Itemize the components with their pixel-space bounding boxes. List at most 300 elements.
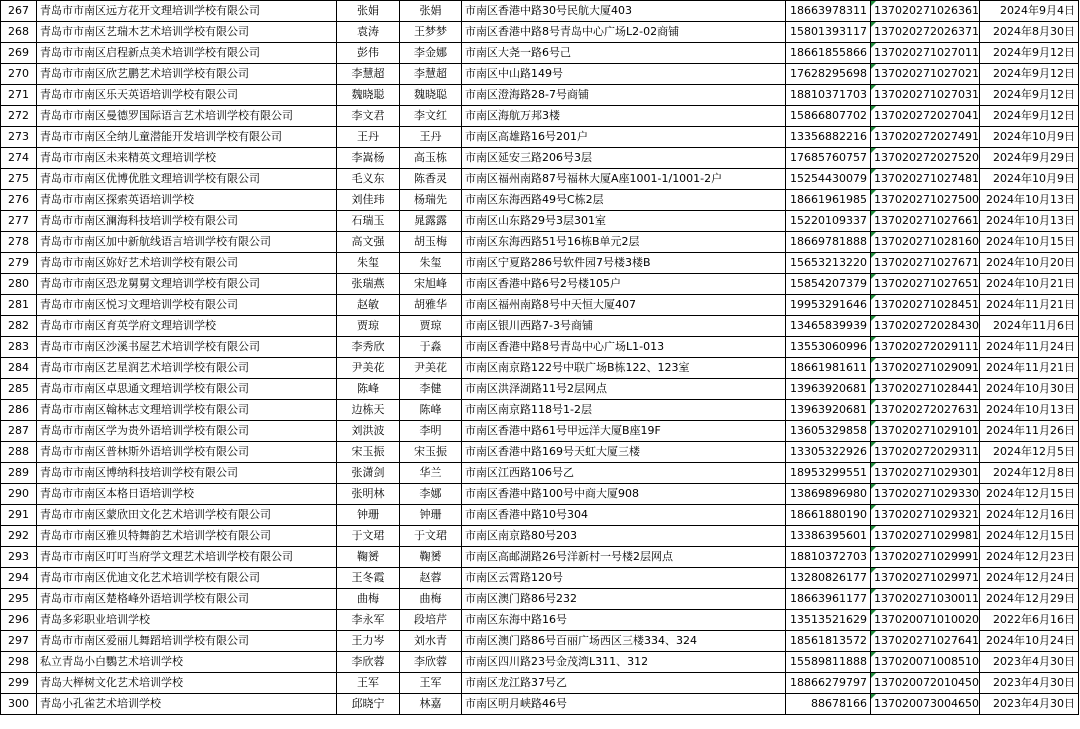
permit-code-cell: 137020071008510 <box>871 652 980 673</box>
principal-cell: 胡玉梅 <box>400 232 462 253</box>
phone-cell: 15653213220 <box>786 253 871 274</box>
phone-cell: 19953291646 <box>786 295 871 316</box>
issue-date-cell: 2023年4月30日 <box>980 694 1079 715</box>
address-cell: 市南区香港中路10号304 <box>462 505 786 526</box>
table-row <box>1 610 1079 631</box>
row-number-cell: 293 <box>1 547 37 568</box>
principal-cell: 钟珊 <box>400 505 462 526</box>
issue-date-cell: 2024年11月6日 <box>980 316 1079 337</box>
issue-date-cell: 2024年10月20日 <box>980 253 1079 274</box>
issue-date-cell: 2024年12月23日 <box>980 547 1079 568</box>
address-cell: 市南区山东路29号3层301室 <box>462 211 786 232</box>
school-name-cell: 青岛市市南区雅贝特舞韵艺术培训学校有限公司 <box>37 526 337 547</box>
table-row <box>1 232 1079 253</box>
address-cell: 市南区东海西路51号16栋B单元2层 <box>462 232 786 253</box>
issue-date-cell: 2024年10月13日 <box>980 190 1079 211</box>
table-row <box>1 547 1079 568</box>
issue-date-cell: 2024年11月26日 <box>980 421 1079 442</box>
principal-cell: 杨瑞先 <box>400 190 462 211</box>
school-name-cell: 青岛市市南区启程新点美术培训学校有限公司 <box>37 43 337 64</box>
table-row <box>1 694 1079 715</box>
permit-code-cell: 137020271029321 <box>871 505 980 526</box>
school-name-cell: 青岛市市南区妳好艺术培训学校有限公司 <box>37 253 337 274</box>
phone-cell: 18661981611 <box>786 358 871 379</box>
permit-code-cell: 137020271029981 <box>871 526 980 547</box>
school-name-cell: 青岛市市南区加中新航线语言培训学校有限公司 <box>37 232 337 253</box>
legal-representative-cell: 曲梅 <box>337 589 400 610</box>
school-name-cell: 青岛市市南区蒙欣田文化艺术培训学校有限公司 <box>37 505 337 526</box>
legal-representative-cell: 赵敏 <box>337 295 400 316</box>
table-row <box>1 85 1079 106</box>
permit-code-cell: 137020271029301 <box>871 463 980 484</box>
permit-code-cell: 137020271029991 <box>871 547 980 568</box>
address-cell: 市南区香港中路169号天虹大厦三楼 <box>462 442 786 463</box>
address-cell: 市南区延安三路206号3层 <box>462 148 786 169</box>
issue-date-cell: 2024年9月29日 <box>980 148 1079 169</box>
school-name-cell: 青岛市市南区探索英语培训学校 <box>37 190 337 211</box>
issue-date-cell: 2024年9月12日 <box>980 106 1079 127</box>
row-number-cell: 291 <box>1 505 37 526</box>
table-row <box>1 127 1079 148</box>
address-cell: 市南区香港中路100号中商大厦908 <box>462 484 786 505</box>
legal-representative-cell: 张娟 <box>337 1 400 22</box>
school-name-cell: 青岛市市南区优博优胜文理培训学校有限公司 <box>37 169 337 190</box>
school-name-cell: 青岛市市南区楚格峰外语培训学校有限公司 <box>37 589 337 610</box>
legal-representative-cell: 李慧超 <box>337 64 400 85</box>
principal-cell: 李欣蓉 <box>400 652 462 673</box>
row-number-cell: 299 <box>1 673 37 694</box>
school-name-cell: 青岛市市南区叮叮当府学文理艺术培训学校有限公司 <box>37 547 337 568</box>
permit-code-cell: 137020271029971 <box>871 568 980 589</box>
legal-representative-cell: 贾琼 <box>337 316 400 337</box>
phone-cell: 13605329858 <box>786 421 871 442</box>
legal-representative-cell: 陈峰 <box>337 379 400 400</box>
principal-cell: 王军 <box>400 673 462 694</box>
table-row <box>1 400 1079 421</box>
table-row <box>1 64 1079 85</box>
issue-date-cell: 2024年10月30日 <box>980 379 1079 400</box>
legal-representative-cell: 毛义东 <box>337 169 400 190</box>
phone-cell: 15589811888 <box>786 652 871 673</box>
issue-date-cell: 2024年8月30日 <box>980 22 1079 43</box>
phone-cell: 18866279797 <box>786 673 871 694</box>
phone-cell: 13280826177 <box>786 568 871 589</box>
address-cell: 市南区高雄路16号201户 <box>462 127 786 148</box>
address-cell: 市南区云霄路120号 <box>462 568 786 589</box>
legal-representative-cell: 刘佳玮 <box>337 190 400 211</box>
legal-representative-cell: 袁涛 <box>337 22 400 43</box>
school-name-cell: 青岛市市南区优迪文化艺术培训学校有限公司 <box>37 568 337 589</box>
principal-cell: 宋旭峰 <box>400 274 462 295</box>
issue-date-cell: 2024年12月24日 <box>980 568 1079 589</box>
permit-code-cell: 137020272027631 <box>871 400 980 421</box>
legal-representative-cell: 王力岑 <box>337 631 400 652</box>
row-number-cell: 272 <box>1 106 37 127</box>
phone-cell: 18661961985 <box>786 190 871 211</box>
row-number-cell: 298 <box>1 652 37 673</box>
principal-cell: 于淼 <box>400 337 462 358</box>
table-row <box>1 190 1079 211</box>
address-cell: 市南区龙江路37号乙 <box>462 673 786 694</box>
row-number-cell: 288 <box>1 442 37 463</box>
legal-representative-cell: 朱玺 <box>337 253 400 274</box>
permit-code-cell: 137020072010450 <box>871 673 980 694</box>
legal-representative-cell: 张明林 <box>337 484 400 505</box>
legal-representative-cell: 于文珺 <box>337 526 400 547</box>
issue-date-cell: 2022年6月16日 <box>980 610 1079 631</box>
table-row <box>1 379 1079 400</box>
school-name-cell: 青岛市市南区远方花开文理培训学校有限公司 <box>37 1 337 22</box>
address-cell: 市南区香港中路30号民航大厦403 <box>462 1 786 22</box>
address-cell: 市南区福州南路87号福林大厦A座1001-1/1001-2户 <box>462 169 786 190</box>
phone-cell: 18810371703 <box>786 85 871 106</box>
permit-code-cell: 137020271027671 <box>871 253 980 274</box>
address-cell: 市南区东海中路16号 <box>462 610 786 631</box>
issue-date-cell: 2023年4月30日 <box>980 673 1079 694</box>
address-cell: 市南区高邮湖路26号洋新村一号楼2层网点 <box>462 547 786 568</box>
principal-cell: 李明 <box>400 421 462 442</box>
phone-cell: 18661880190 <box>786 505 871 526</box>
table-row <box>1 316 1079 337</box>
address-cell: 市南区澳门路86号232 <box>462 589 786 610</box>
school-name-cell: 青岛市市南区曼德罗国际语言艺术培训学校有限公司 <box>37 106 337 127</box>
permit-code-cell: 137020271027031 <box>871 85 980 106</box>
issue-date-cell: 2024年12月5日 <box>980 442 1079 463</box>
legal-representative-cell: 鞠赟 <box>337 547 400 568</box>
row-number-cell: 273 <box>1 127 37 148</box>
permit-code-cell: 137020271027481 <box>871 169 980 190</box>
school-name-cell: 私立青岛小白鸚艺术培训学校 <box>37 652 337 673</box>
school-name-cell: 青岛市市南区普林斯外语培训学校有限公司 <box>37 442 337 463</box>
phone-cell: 13356882216 <box>786 127 871 148</box>
table-row <box>1 358 1079 379</box>
issue-date-cell: 2024年11月24日 <box>980 337 1079 358</box>
school-name-cell: 青岛市市南区恐龙舅舅文理培训学校有限公司 <box>37 274 337 295</box>
permit-code-cell: 137020271027011 <box>871 43 980 64</box>
table-row <box>1 589 1079 610</box>
address-cell: 市南区香港中路61号甲远洋大厦B座19F <box>462 421 786 442</box>
table-row <box>1 211 1079 232</box>
issue-date-cell: 2024年12月16日 <box>980 505 1079 526</box>
permit-code-cell: 137020271027500 <box>871 190 980 211</box>
row-number-cell: 278 <box>1 232 37 253</box>
legal-representative-cell: 李文君 <box>337 106 400 127</box>
row-number-cell: 271 <box>1 85 37 106</box>
table-row <box>1 421 1079 442</box>
principal-cell: 李慧超 <box>400 64 462 85</box>
phone-cell: 15254430079 <box>786 169 871 190</box>
principal-cell: 胡雅华 <box>400 295 462 316</box>
address-cell: 市南区四川路23号金茂湾L311、312 <box>462 652 786 673</box>
principal-cell: 宋玉振 <box>400 442 462 463</box>
row-number-cell: 279 <box>1 253 37 274</box>
row-number-cell: 296 <box>1 610 37 631</box>
address-cell: 市南区澳门路86号百丽广场西区三楼334、324 <box>462 631 786 652</box>
principal-cell: 于文珺 <box>400 526 462 547</box>
phone-cell: 18663961177 <box>786 589 871 610</box>
principal-cell: 曲梅 <box>400 589 462 610</box>
row-number-cell: 287 <box>1 421 37 442</box>
phone-cell: 88678166 <box>786 694 871 715</box>
principal-cell: 魏晓聪 <box>400 85 462 106</box>
address-cell: 市南区南京路122号中联广场B栋122、123室 <box>462 358 786 379</box>
address-cell: 市南区江西路106号乙 <box>462 463 786 484</box>
principal-cell: 朱玺 <box>400 253 462 274</box>
legal-representative-cell: 尹美花 <box>337 358 400 379</box>
row-number-cell: 294 <box>1 568 37 589</box>
phone-cell: 18953299551 <box>786 463 871 484</box>
row-number-cell: 269 <box>1 43 37 64</box>
table-row <box>1 22 1079 43</box>
school-name-cell: 青岛市市南区卓思通文理培训学校有限公司 <box>37 379 337 400</box>
issue-date-cell: 2024年12月15日 <box>980 526 1079 547</box>
table-row <box>1 631 1079 652</box>
row-number-cell: 274 <box>1 148 37 169</box>
row-number-cell: 297 <box>1 631 37 652</box>
school-name-cell: 青岛市市南区欣艺鹏艺术培训学校有限公司 <box>37 64 337 85</box>
school-name-cell: 青岛市市南区悦习文理培训学校有限公司 <box>37 295 337 316</box>
row-number-cell: 283 <box>1 337 37 358</box>
permit-code-cell: 137020271029101 <box>871 421 980 442</box>
issue-date-cell: 2024年9月12日 <box>980 85 1079 106</box>
row-number-cell: 289 <box>1 463 37 484</box>
issue-date-cell: 2024年10月9日 <box>980 127 1079 148</box>
legal-representative-cell: 邱晓宁 <box>337 694 400 715</box>
issue-date-cell: 2024年10月15日 <box>980 232 1079 253</box>
school-name-cell: 青岛市市南区爱丽儿舞蹈培训学校有限公司 <box>37 631 337 652</box>
phone-cell: 17628295698 <box>786 64 871 85</box>
principal-cell: 李金娜 <box>400 43 462 64</box>
table-row <box>1 673 1079 694</box>
permit-code-cell: 137020271027641 <box>871 631 980 652</box>
legal-representative-cell: 魏晓聪 <box>337 85 400 106</box>
address-cell: 市南区洪泽湖路11号2层网点 <box>462 379 786 400</box>
table-row <box>1 106 1079 127</box>
row-number-cell: 280 <box>1 274 37 295</box>
issue-date-cell: 2024年11月21日 <box>980 295 1079 316</box>
issue-date-cell: 2023年4月30日 <box>980 652 1079 673</box>
phone-cell: 15220109337 <box>786 211 871 232</box>
phone-cell: 13386395601 <box>786 526 871 547</box>
row-number-cell: 281 <box>1 295 37 316</box>
legal-representative-cell: 王冬霞 <box>337 568 400 589</box>
principal-cell: 赵蓉 <box>400 568 462 589</box>
issue-date-cell: 2024年10月24日 <box>980 631 1079 652</box>
legal-representative-cell: 王军 <box>337 673 400 694</box>
school-name-cell: 青岛市市南区学为贵外语培训学校有限公司 <box>37 421 337 442</box>
permit-code-cell: 137020271028441 <box>871 379 980 400</box>
permit-code-cell: 137020271030011 <box>871 589 980 610</box>
legal-representative-cell: 李永军 <box>337 610 400 631</box>
school-name-cell: 青岛市市南区博纳科技培训学校有限公司 <box>37 463 337 484</box>
school-name-cell: 青岛市市南区全纳儿童潜能开发培训学校有限公司 <box>37 127 337 148</box>
table-row <box>1 43 1079 64</box>
address-cell: 市南区大尧一路6号己 <box>462 43 786 64</box>
row-number-cell: 290 <box>1 484 37 505</box>
table-body <box>1 1 1079 715</box>
table-row <box>1 253 1079 274</box>
phone-cell: 18663978311 <box>786 1 871 22</box>
row-number-cell: 295 <box>1 589 37 610</box>
table-row <box>1 148 1079 169</box>
permit-code-cell: 137020272029311 <box>871 442 980 463</box>
issue-date-cell: 2024年10月13日 <box>980 400 1079 421</box>
phone-cell: 13513521629 <box>786 610 871 631</box>
table-row <box>1 337 1079 358</box>
address-cell: 市南区福州南路8号中天恒大厦407 <box>462 295 786 316</box>
permit-code-cell: 137020272028430 <box>871 316 980 337</box>
issue-date-cell: 2024年11月21日 <box>980 358 1079 379</box>
issue-date-cell: 2024年9月12日 <box>980 64 1079 85</box>
principal-cell: 晁露露 <box>400 211 462 232</box>
school-name-cell: 青岛市市南区澜海科技培训学校有限公司 <box>37 211 337 232</box>
permit-code-cell: 137020271029330 <box>871 484 980 505</box>
row-number-cell: 284 <box>1 358 37 379</box>
address-cell: 市南区香港中路8号青岛中心广场L1-013 <box>462 337 786 358</box>
row-number-cell: 285 <box>1 379 37 400</box>
principal-cell: 李娜 <box>400 484 462 505</box>
principal-cell: 陈峰 <box>400 400 462 421</box>
issue-date-cell: 2024年10月9日 <box>980 169 1079 190</box>
address-cell: 市南区海航万邦3楼 <box>462 106 786 127</box>
address-cell: 市南区宁夏路286号软件园7号楼3楼B <box>462 253 786 274</box>
principal-cell: 张娟 <box>400 1 462 22</box>
address-cell: 市南区香港中路8号青岛中心广场L2-02商铺 <box>462 22 786 43</box>
school-name-cell: 青岛小孔雀艺术培训学校 <box>37 694 337 715</box>
principal-cell: 贾琼 <box>400 316 462 337</box>
permit-code-cell: 137020271027651 <box>871 274 980 295</box>
phone-cell: 15854207379 <box>786 274 871 295</box>
principal-cell: 林嘉 <box>400 694 462 715</box>
legal-representative-cell: 李嵩杨 <box>337 148 400 169</box>
school-name-cell: 青岛市市南区艺星润艺术培训学校有限公司 <box>37 358 337 379</box>
permit-code-cell: 137020271029091 <box>871 358 980 379</box>
legal-representative-cell: 高文强 <box>337 232 400 253</box>
row-number-cell: 267 <box>1 1 37 22</box>
phone-cell: 13869896980 <box>786 484 871 505</box>
address-cell: 市南区澄海路28-7号商铺 <box>462 85 786 106</box>
permit-code-cell: 137020271028160 <box>871 232 980 253</box>
row-number-cell: 282 <box>1 316 37 337</box>
issue-date-cell: 2024年12月15日 <box>980 484 1079 505</box>
school-name-cell: 青岛多彩职业培训学校 <box>37 610 337 631</box>
school-name-cell: 青岛大榉树文化艺术培训学校 <box>37 673 337 694</box>
row-number-cell: 275 <box>1 169 37 190</box>
permit-code-cell: 137020073004650 <box>871 694 980 715</box>
permit-code-cell: 137020271027661 <box>871 211 980 232</box>
phone-cell: 13963920681 <box>786 379 871 400</box>
legal-representative-cell: 张瑞燕 <box>337 274 400 295</box>
issue-date-cell: 2024年10月13日 <box>980 211 1079 232</box>
school-name-cell: 青岛市市南区乐天英语培训学校有限公司 <box>37 85 337 106</box>
legal-representative-cell: 彭伟 <box>337 43 400 64</box>
table-row <box>1 484 1079 505</box>
address-cell: 市南区银川西路7-3号商铺 <box>462 316 786 337</box>
address-cell: 市南区中山路149号 <box>462 64 786 85</box>
table-row <box>1 463 1079 484</box>
legal-representative-cell: 刘洪波 <box>337 421 400 442</box>
legal-representative-cell: 李秀欣 <box>337 337 400 358</box>
row-number-cell: 286 <box>1 400 37 421</box>
principal-cell: 李健 <box>400 379 462 400</box>
principal-cell: 刘水青 <box>400 631 462 652</box>
address-cell: 市南区东海西路49号C栋2层 <box>462 190 786 211</box>
principal-cell: 陈香灵 <box>400 169 462 190</box>
table-row <box>1 274 1079 295</box>
issue-date-cell: 2024年10月21日 <box>980 274 1079 295</box>
permit-code-cell: 137020272027520 <box>871 148 980 169</box>
phone-cell: 15801393117 <box>786 22 871 43</box>
legal-representative-cell: 钟珊 <box>337 505 400 526</box>
table-row <box>1 295 1079 316</box>
phone-cell: 13465839939 <box>786 316 871 337</box>
row-number-cell: 300 <box>1 694 37 715</box>
permit-code-cell: 137020271026361 <box>871 1 980 22</box>
school-name-cell: 青岛市市南区翰林志文理培训学校有限公司 <box>37 400 337 421</box>
school-name-cell: 青岛市市南区育英学府文理培训学校 <box>37 316 337 337</box>
permit-code-cell: 137020272027491 <box>871 127 980 148</box>
permit-code-cell: 137020071010020 <box>871 610 980 631</box>
legal-representative-cell: 石瑞玉 <box>337 211 400 232</box>
phone-cell: 15866807702 <box>786 106 871 127</box>
row-number-cell: 277 <box>1 211 37 232</box>
school-name-cell: 青岛市市南区未来精英文理培训学校 <box>37 148 337 169</box>
principal-cell: 段培芹 <box>400 610 462 631</box>
issue-date-cell: 2024年12月8日 <box>980 463 1079 484</box>
address-cell: 市南区香港中路6号2号楼105户 <box>462 274 786 295</box>
principal-cell: 鞠赟 <box>400 547 462 568</box>
permit-code-cell: 137020271028451 <box>871 295 980 316</box>
principal-cell: 尹美花 <box>400 358 462 379</box>
table-row <box>1 505 1079 526</box>
phone-cell: 18561813572 <box>786 631 871 652</box>
address-cell: 市南区明月峡路46号 <box>462 694 786 715</box>
permit-code-cell: 137020272027041 <box>871 106 980 127</box>
phone-cell: 13305322926 <box>786 442 871 463</box>
table-row <box>1 652 1079 673</box>
row-number-cell: 268 <box>1 22 37 43</box>
phone-cell: 13963920681 <box>786 400 871 421</box>
issue-date-cell: 2024年12月29日 <box>980 589 1079 610</box>
issue-date-cell: 2024年9月4日 <box>980 1 1079 22</box>
principal-cell: 王梦梦 <box>400 22 462 43</box>
legal-representative-cell: 张潇剑 <box>337 463 400 484</box>
legal-representative-cell: 王丹 <box>337 127 400 148</box>
phone-cell: 18810372703 <box>786 547 871 568</box>
phone-cell: 18669781888 <box>786 232 871 253</box>
phone-cell: 18661855866 <box>786 43 871 64</box>
permit-code-cell: 137020271027021 <box>871 64 980 85</box>
school-name-cell: 青岛市市南区沙溪书屋艺术培训学校有限公司 <box>37 337 337 358</box>
principal-cell: 华兰 <box>400 463 462 484</box>
address-cell: 市南区南京路80号203 <box>462 526 786 547</box>
row-number-cell: 292 <box>1 526 37 547</box>
permit-code-cell: 137020272029111 <box>871 337 980 358</box>
phone-cell: 13553060996 <box>786 337 871 358</box>
row-number-cell: 276 <box>1 190 37 211</box>
table-row <box>1 442 1079 463</box>
school-name-cell: 青岛市市南区艺瑞木艺术培训学校有限公司 <box>37 22 337 43</box>
permit-code-cell: 137020272026371 <box>871 22 980 43</box>
table-row <box>1 1 1079 22</box>
table-row <box>1 526 1079 547</box>
table-row <box>1 568 1079 589</box>
table-row <box>1 169 1079 190</box>
legal-representative-cell: 李欣蓉 <box>337 652 400 673</box>
phone-cell: 17685760757 <box>786 148 871 169</box>
principal-cell: 王丹 <box>400 127 462 148</box>
school-name-cell: 青岛市市南区本格日语培训学校 <box>37 484 337 505</box>
